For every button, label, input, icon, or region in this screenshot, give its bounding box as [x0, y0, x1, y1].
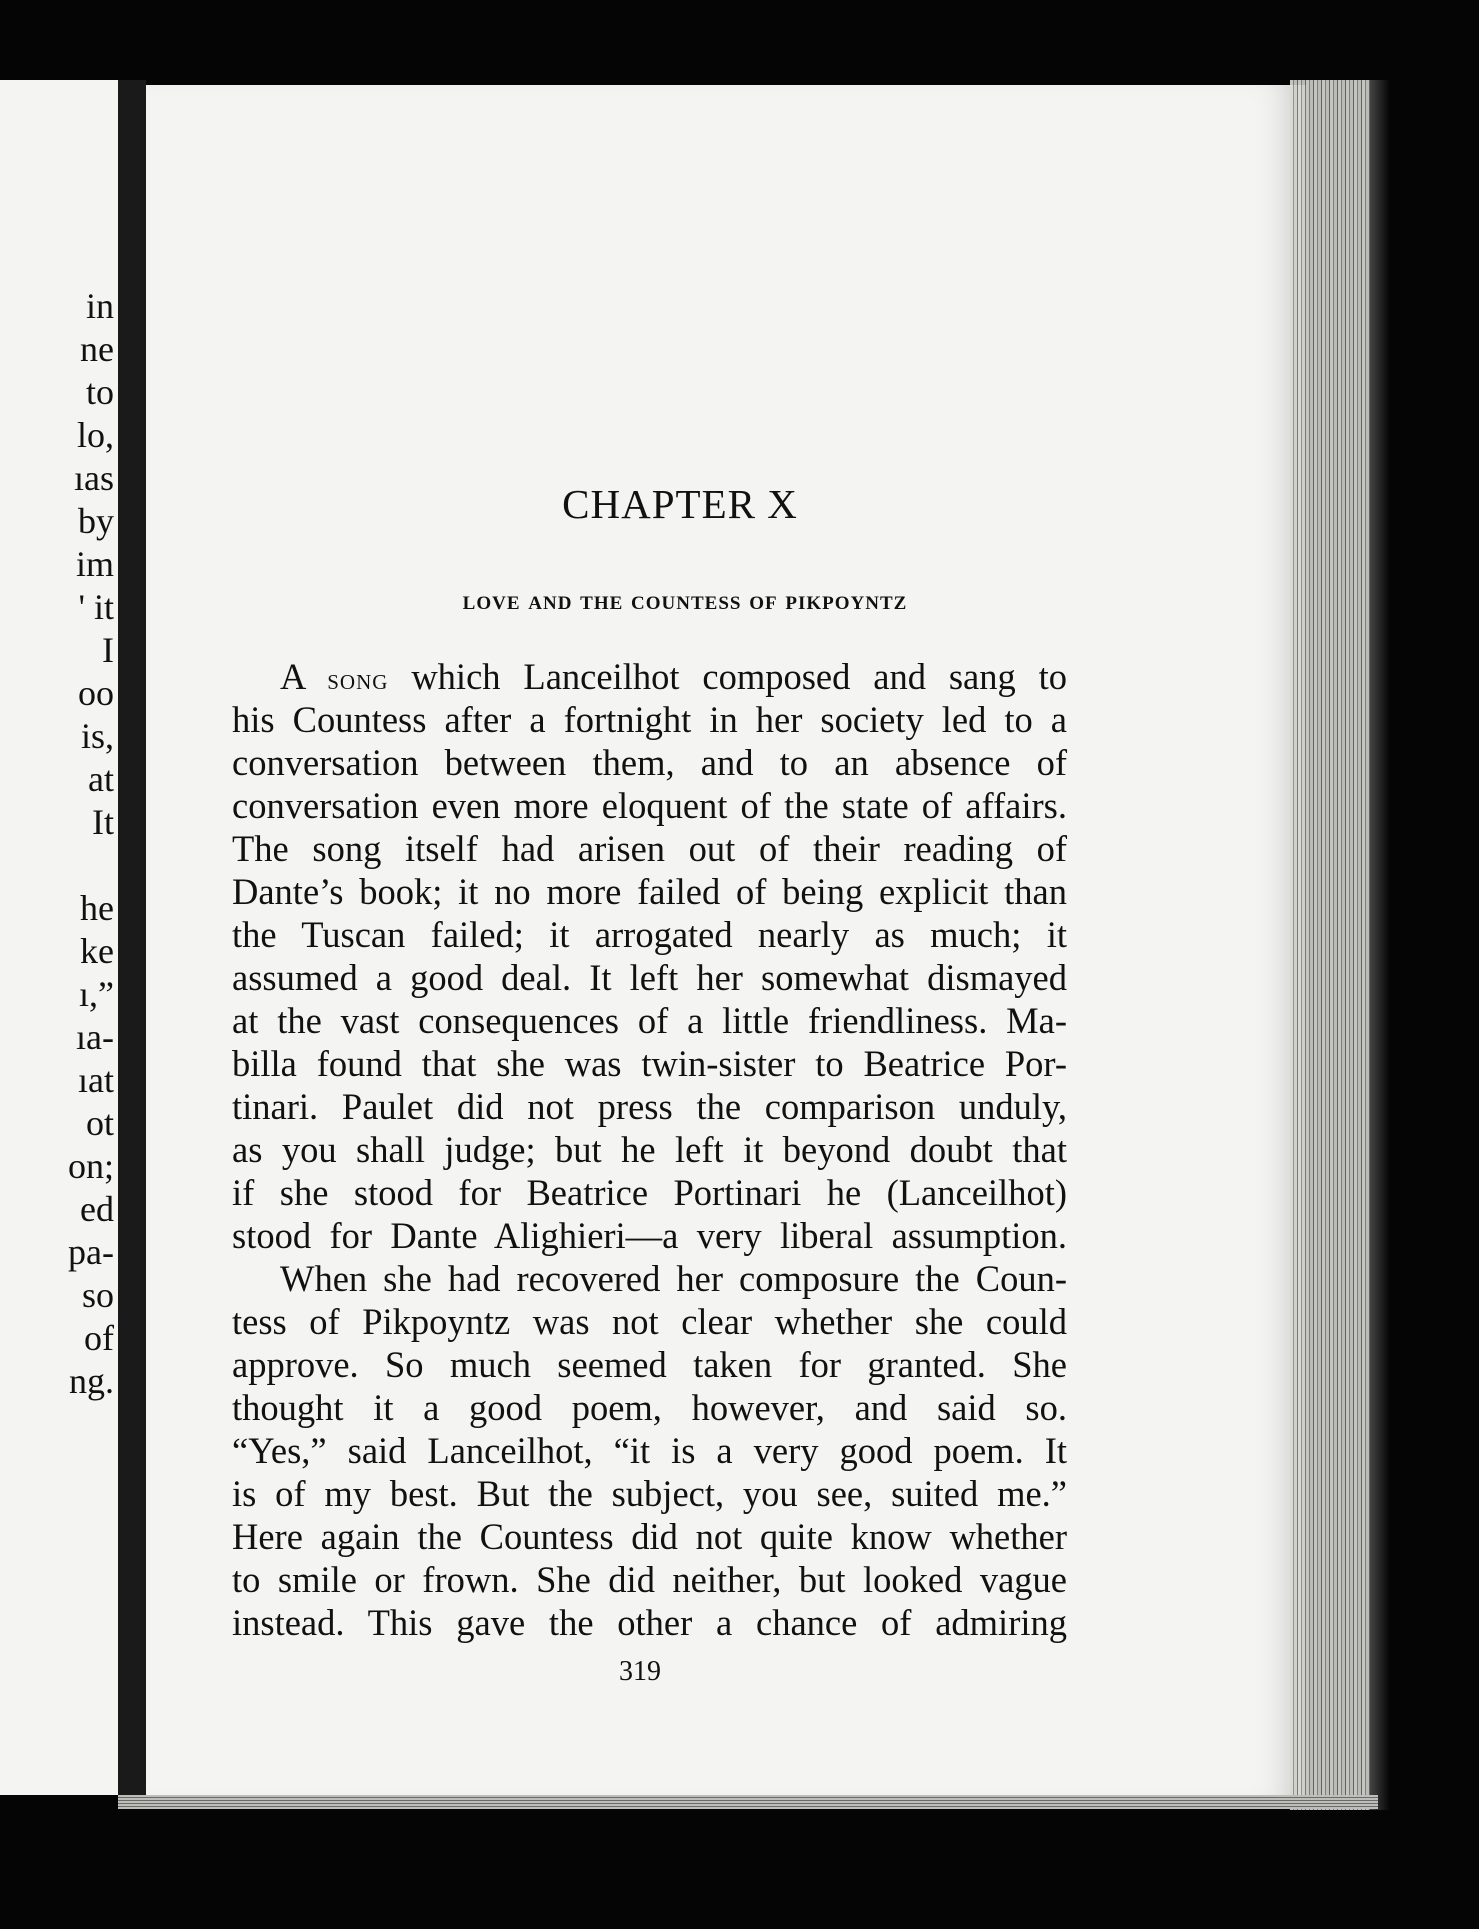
- text-line: to smile or frown. She did neither, but looked vague: [232, 1559, 1067, 1600]
- left-fragment: ' it: [78, 587, 114, 627]
- left-fragment: to: [85, 372, 114, 412]
- text-line: Here again the Countess did not quite know whether: [232, 1516, 1067, 1557]
- left-fragment: ıas: [74, 458, 114, 498]
- left-fragment: ke: [80, 931, 114, 971]
- left-fragment: pa-: [68, 1232, 114, 1272]
- left-fragment: It: [92, 802, 114, 842]
- left-fragment: oo: [78, 673, 114, 713]
- text-line: conversation even more eloquent of the state of affairs.: [232, 785, 1067, 826]
- text-line: if she stood for Beatrice Portinari he (Lanceilhot): [232, 1172, 1067, 1213]
- left-fragment: lo,: [76, 415, 114, 455]
- page-edge-shadow: [1370, 80, 1390, 1810]
- text-line: tess of Pikpoyntz was not clear whether she could: [232, 1301, 1067, 1342]
- text-line: approve. So much seemed taken for granted. She: [232, 1344, 1067, 1385]
- chapter-subtitle: love and the countess of pikpoyntz: [462, 585, 908, 615]
- text-line: When she had recovered her composure the Coun-: [280, 1258, 1067, 1299]
- left-fragment: ı,”: [79, 974, 114, 1014]
- left-fragment: im: [75, 544, 114, 584]
- left-fragment: of: [84, 1318, 114, 1358]
- text-line: “Yes,” said Lanceilhot, “it is a very good poem. It: [232, 1430, 1067, 1471]
- page-edges: [1290, 80, 1370, 1810]
- text-line: The song itself had arisen out of their reading of: [232, 828, 1067, 869]
- chapter-body-text: [232, 655, 1067, 1644]
- bottom-page-edge: [118, 1795, 1378, 1809]
- text-line: [232, 655, 1067, 698]
- left-fragment: I: [102, 630, 114, 670]
- left-fragment: by: [78, 501, 114, 541]
- text-line: instead. This gave the other a chance of admiring: [232, 1602, 1067, 1643]
- left-fragment: is,: [80, 716, 114, 756]
- text-line: thought it a good poem, however, and said so.: [232, 1387, 1067, 1428]
- text-line: stood for Dante Alighieri—a very liberal assumption.: [232, 1215, 1067, 1256]
- left-fragment: ed: [80, 1189, 114, 1229]
- left-fragment: at: [88, 759, 114, 799]
- book-gutter: [118, 80, 146, 1795]
- text-line: Dante’s book; it no more failed of being explicit than: [232, 871, 1067, 912]
- text-line: as you shall judge; but he left it beyond doubt that: [232, 1129, 1067, 1170]
- left-fragment: so: [81, 1275, 114, 1315]
- left-fragment: he: [80, 888, 114, 928]
- first-line-rest: which Lanceilhot composed and sang to: [411, 656, 1068, 697]
- left-fragment: ıat: [78, 1060, 114, 1100]
- text-line: assumed a good deal. It left her somewhat dismayed: [232, 957, 1067, 998]
- previous-page-fragment: [0, 80, 118, 1795]
- text-line: at the vast consequences of a little friendliness. Ma-: [232, 1000, 1067, 1041]
- text-line: conversation between them, and to an absence of: [232, 742, 1067, 783]
- text-line: is of my best. But the subject, you see, suited me.”: [232, 1473, 1067, 1514]
- left-fragment: ne: [80, 329, 114, 369]
- left-fragment: ot: [85, 1103, 114, 1143]
- drop-word: A: [280, 656, 305, 697]
- left-fragment: on;: [67, 1146, 114, 1186]
- text-line: his Countess after a fortnight in her society led to a: [232, 699, 1067, 740]
- text-line: the Tuscan failed; it arrogated nearly as much; it: [232, 914, 1067, 955]
- left-fragment: in: [85, 286, 114, 326]
- text-line: tinari. Paulet did not press the comparison unduly,: [232, 1086, 1067, 1127]
- left-fragment: ng.: [69, 1361, 114, 1401]
- smallcaps-word: song: [327, 663, 389, 696]
- chapter-title: CHAPTER X: [562, 481, 798, 527]
- text-line: billa found that she was twin-sister to Beatrice Por-: [232, 1043, 1067, 1084]
- page-number: 319: [619, 1656, 661, 1687]
- left-fragment: ıa-: [76, 1017, 114, 1057]
